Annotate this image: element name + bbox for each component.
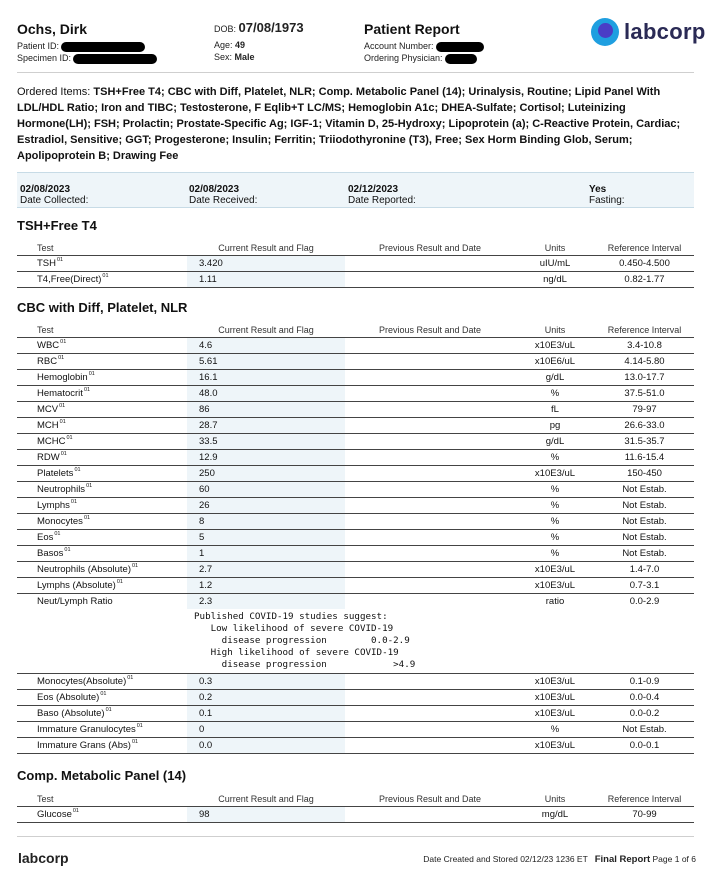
reference-interval: Not Estab. [595, 546, 694, 562]
footnote-marker: 01 [136, 723, 143, 729]
dob-label: DOB: [214, 24, 237, 34]
fasting-label: Fasting: [589, 195, 625, 206]
section-title-cmp: Comp. Metabolic Panel (14) [17, 768, 187, 783]
test-name: Baso (Absolute) [37, 708, 105, 719]
results-table-cmp [17, 791, 694, 823]
result-row [17, 482, 694, 498]
footnote-marker: 01 [74, 467, 81, 473]
reference-interval: Not Estab. [595, 514, 694, 530]
result-row [17, 272, 694, 288]
units: x10E3/uL [515, 674, 595, 690]
previous-result [345, 370, 515, 386]
test-name-cell [17, 272, 187, 288]
test-name-cell [17, 674, 187, 690]
date-collected-value: 02/08/2023 [20, 184, 71, 195]
reference-interval: 79-97 [595, 402, 694, 418]
units: x10E3/uL [515, 562, 595, 578]
result-row [17, 370, 694, 386]
reference-interval: 150-450 [595, 466, 694, 482]
units: x10E3/uL [515, 466, 595, 482]
units: % [515, 546, 595, 562]
test-name: Lymphs (Absolute) [37, 580, 116, 591]
reference-interval: Not Estab. [595, 530, 694, 546]
covid-nlr-note: Published COVID-19 studies suggest: Low likelihood of severe COVID-19 disease progression 0.0-2.9 High likelihood of severe COVID-19 disease progression >4.9 [194, 611, 416, 670]
report-title: Patient Report [364, 21, 460, 37]
test-name-cell [17, 466, 187, 482]
footnote-marker: 01 [83, 387, 91, 393]
test-name-cell [17, 530, 187, 546]
test-name: Immature Granulocytes [37, 724, 136, 735]
current-result: 1.11 [187, 272, 345, 288]
reference-interval: 0.1-0.9 [595, 674, 694, 690]
redaction-mark [445, 54, 477, 64]
previous-result [345, 690, 515, 706]
previous-result [345, 450, 515, 466]
footnote-marker: 01 [72, 808, 79, 814]
test-name: TSH [37, 258, 56, 269]
test-name: Monocytes(Absolute) [37, 676, 127, 687]
units: % [515, 530, 595, 546]
report-info [364, 21, 484, 64]
col-header-reference: Reference Interval [595, 240, 694, 256]
reference-interval: 26.6-33.0 [595, 418, 694, 434]
previous-result [345, 674, 515, 690]
result-row [17, 256, 694, 272]
date-reported [348, 184, 416, 206]
result-row [17, 722, 694, 738]
footnote-marker: 01 [86, 483, 93, 489]
units: % [515, 514, 595, 530]
result-row [17, 466, 694, 482]
previous-result [345, 807, 515, 823]
footnote-marker: 01 [60, 451, 67, 457]
units: % [515, 386, 595, 402]
current-result: 0.2 [187, 690, 345, 706]
fasting-value: Yes [589, 184, 607, 195]
result-row [17, 546, 694, 562]
test-name-cell [17, 256, 187, 272]
test-name: Eos (Absolute) [37, 692, 100, 703]
reference-interval: 4.14-5.80 [595, 354, 694, 370]
test-name-cell [17, 482, 187, 498]
units: fL [515, 402, 595, 418]
header-divider [17, 72, 694, 73]
reference-interval: 0.0-0.4 [595, 690, 694, 706]
ordering-physician-label: Ordering Physician: [364, 53, 443, 63]
result-row [17, 690, 694, 706]
col-header-test: Test [17, 240, 187, 256]
test-name-cell [17, 594, 187, 610]
current-result: 86 [187, 402, 345, 418]
footer-logo: labcorp [18, 850, 69, 866]
units: mg/dL [515, 807, 595, 823]
current-result: 3.420 [187, 256, 345, 272]
date-reported-value: 02/12/2023 [348, 184, 399, 195]
footnote-marker: 01 [131, 739, 139, 745]
units: g/dL [515, 370, 595, 386]
previous-result [345, 402, 515, 418]
result-row [17, 514, 694, 530]
redaction-mark [73, 54, 157, 64]
reference-interval: Not Estab. [595, 498, 694, 514]
patient-id-label: Patient ID: [17, 41, 60, 51]
test-name-cell [17, 722, 187, 738]
patient-name: Ochs, Dirk [17, 21, 88, 37]
units: x10E6/uL [515, 354, 595, 370]
test-name-cell [17, 370, 187, 386]
reference-interval: 0.0-2.9 [629, 596, 660, 607]
test-name-cell [17, 402, 187, 418]
footer-divider [17, 836, 694, 837]
demographics [214, 22, 304, 63]
col-header-current: Current Result and Flag [187, 240, 345, 256]
col-header-previous: Previous Result and Date [345, 240, 515, 256]
col-header-units: Units [515, 240, 595, 256]
reference-interval: 0.450-4.500 [595, 256, 694, 272]
table-header-row [17, 322, 694, 338]
reference-interval: 0.0-0.1 [595, 738, 694, 754]
patient-info [17, 21, 157, 64]
footnote-marker: 01 [59, 419, 66, 425]
footnote-marker: 01 [88, 371, 95, 377]
footnote-marker: 01 [83, 515, 91, 521]
date-received [189, 184, 258, 206]
table-header-row [17, 791, 694, 807]
results-table-cbc [17, 322, 694, 754]
result-row [17, 402, 694, 418]
test-name: Immature Grans (Abs) [37, 740, 131, 751]
date-collected-label: Date Collected: [20, 195, 89, 206]
labcorp-logo-icon [591, 18, 619, 46]
test-name-cell [17, 738, 187, 754]
footnote-marker: 01 [127, 675, 134, 681]
previous-result [345, 594, 515, 610]
footnote-marker: 01 [66, 435, 73, 441]
units: ratio [545, 596, 565, 607]
test-name-cell [17, 354, 187, 370]
date-received-value: 02/08/2023 [189, 184, 240, 195]
current-result: 1 [187, 546, 345, 562]
footnote-marker: 01 [59, 403, 66, 409]
col-header-test: Test [17, 791, 187, 807]
reference-interval: 1.4-7.0 [595, 562, 694, 578]
footnote-marker: 01 [57, 257, 64, 263]
units: x10E3/uL [515, 578, 595, 594]
test-name: Glucose [37, 809, 72, 820]
col-header-reference: Reference Interval [595, 322, 694, 338]
current-result: 0.0 [187, 738, 345, 754]
previous-result [345, 546, 515, 562]
page-number: Page 1 of 6 [652, 854, 696, 864]
current-result: 5 [187, 530, 345, 546]
test-name-cell [17, 514, 187, 530]
test-name: Neutrophils [37, 484, 86, 495]
test-name: MCHC [37, 436, 66, 447]
units: x10E3/uL [515, 338, 595, 354]
footnote-marker: 01 [102, 273, 109, 279]
test-name: Hemoglobin [37, 372, 88, 383]
footnote-marker: 01 [70, 499, 78, 505]
footnote-marker: 01 [64, 547, 71, 553]
labcorp-logo-text: labcorp [624, 19, 706, 44]
created-label: Date Created and Stored [423, 854, 518, 864]
previous-result [345, 482, 515, 498]
col-header-current: Current Result and Flag [187, 791, 345, 807]
previous-result [345, 578, 515, 594]
specimen-id-label: Specimen ID: [17, 53, 72, 63]
previous-result [345, 338, 515, 354]
result-row [17, 807, 694, 823]
current-result: 4.6 [187, 338, 345, 354]
units: x10E3/uL [515, 738, 595, 754]
units: % [515, 722, 595, 738]
dates-bar [17, 172, 694, 208]
test-name: Monocytes [37, 516, 83, 527]
current-result: 33.5 [187, 434, 345, 450]
test-name-cell [17, 386, 187, 402]
test-name: MCH [37, 420, 59, 431]
nlr-note-row [17, 609, 694, 674]
result-row [17, 450, 694, 466]
result-row [17, 418, 694, 434]
results-table-tsh [17, 240, 694, 288]
test-name: Neutrophils (Absolute) [37, 564, 131, 575]
previous-result [345, 418, 515, 434]
reference-interval: Not Estab. [595, 722, 694, 738]
current-result: 28.7 [187, 418, 345, 434]
test-name: Neut/Lymph Ratio [37, 596, 113, 607]
result-row [17, 674, 694, 690]
previous-result [345, 498, 515, 514]
previous-result [345, 738, 515, 754]
ordered-items [17, 84, 697, 164]
previous-result [345, 530, 515, 546]
current-result: 98 [187, 807, 345, 823]
result-row [17, 338, 694, 354]
result-row-nlr [17, 594, 694, 610]
test-name-cell [17, 418, 187, 434]
units: % [515, 450, 595, 466]
footnote-marker: 01 [116, 579, 123, 585]
footnote-marker: 01 [105, 707, 112, 713]
test-name: RDW [37, 452, 60, 463]
dob-value: 07/08/1973 [238, 20, 304, 35]
col-header-units: Units [515, 791, 595, 807]
test-name: Platelets [37, 468, 74, 479]
age-label: Age: [214, 40, 233, 50]
footer-info [423, 854, 696, 865]
section-title-cbc: CBC with Diff, Platelet, NLR [17, 300, 188, 315]
current-result: 2.7 [187, 562, 345, 578]
test-name: Lymphs [37, 500, 70, 511]
current-result: 12.9 [187, 450, 345, 466]
previous-result [345, 466, 515, 482]
ordered-items-label: Ordered Items: [17, 86, 91, 98]
footnote-marker: 01 [132, 563, 139, 569]
reference-interval: Not Estab. [595, 482, 694, 498]
current-result: 1.2 [187, 578, 345, 594]
result-row [17, 706, 694, 722]
section-title-tsh: TSH+Free T4 [17, 218, 97, 233]
footnote-marker: 01 [100, 691, 107, 697]
reference-interval: 13.0-17.7 [595, 370, 694, 386]
fasting [589, 184, 625, 206]
col-header-units: Units [515, 322, 595, 338]
previous-result [345, 514, 515, 530]
col-header-reference: Reference Interval [595, 791, 694, 807]
units: pg [515, 418, 595, 434]
result-row [17, 578, 694, 594]
previous-result [345, 386, 515, 402]
units: uIU/mL [515, 256, 595, 272]
footnote-marker: 01 [60, 339, 67, 345]
test-name: Basos [37, 548, 64, 559]
previous-result [345, 562, 515, 578]
result-row [17, 434, 694, 450]
result-row [17, 386, 694, 402]
date-collected [20, 184, 89, 206]
labcorp-logo [591, 18, 706, 46]
ordered-items-text: TSH+Free T4; CBC with Diff, Platelet, NLR; Comp. Metabolic Panel (14); Urinalysis, Routine; Lipid Panel With LDL/HDL Ratio; Iron and TIBC; Testosterone, F Eqlib+T LC/MS; Hemoglobin A1c; DHEA-Sulfate; Cortisol; Luteinizing Hormone(LH); FSH; Prolactin; Prostate-Specific Ag; IGF-1; Vitamin D, 25-Hydroxy; Lipoprotein (a); C-Reactive Protein, Cardiac; Estradiol, Sensitive; GGT; Progesterone; Insulin; Ferritin; Triiodothyronine (T3), Free; Sex Horm Binding Glob, Serum; Apolipoprotein B; Drawing Fee [17, 86, 681, 162]
units: x10E3/uL [515, 706, 595, 722]
current-result: 0.3 [187, 674, 345, 690]
col-header-previous: Previous Result and Date [345, 791, 515, 807]
current-result: 5.61 [187, 354, 345, 370]
test-name-cell [17, 690, 187, 706]
previous-result [345, 722, 515, 738]
units: % [515, 482, 595, 498]
created-value: 02/12/23 1236 ET [520, 854, 588, 864]
test-name: Eos [37, 532, 54, 543]
test-name-cell [17, 434, 187, 450]
reference-interval: 3.4-10.8 [595, 338, 694, 354]
footnote-marker: 01 [58, 355, 65, 361]
reference-interval: 0.0-0.2 [595, 706, 694, 722]
reference-interval: 11.6-15.4 [595, 450, 694, 466]
test-name-cell [17, 807, 187, 823]
reference-interval: 37.5-51.0 [595, 386, 694, 402]
test-name: MCV [37, 404, 59, 415]
test-name-cell [17, 546, 187, 562]
current-result: 16.1 [187, 370, 345, 386]
units: x10E3/uL [515, 690, 595, 706]
test-name: Hematocrit [37, 388, 83, 399]
age-value: 49 [235, 40, 246, 50]
date-received-label: Date Received: [189, 195, 258, 206]
footnote-marker: 01 [54, 531, 61, 537]
result-row [17, 498, 694, 514]
test-name-cell [17, 498, 187, 514]
col-header-previous: Previous Result and Date [345, 322, 515, 338]
current-result: 60 [187, 482, 345, 498]
units: g/dL [515, 434, 595, 450]
sex-label: Sex: [214, 52, 233, 62]
current-result: 0.1 [187, 706, 345, 722]
test-name: T4,Free(Direct) [37, 274, 102, 285]
col-header-test: Test [17, 322, 187, 338]
table-header-row [17, 240, 694, 256]
reference-interval: 31.5-35.7 [595, 434, 694, 450]
result-row [17, 530, 694, 546]
previous-result [345, 256, 515, 272]
current-result: 26 [187, 498, 345, 514]
redaction-mark [436, 42, 484, 52]
test-name-cell [17, 578, 187, 594]
previous-result [345, 272, 515, 288]
account-number-label: Account Number: [364, 41, 434, 51]
current-result: 2.3 [187, 594, 345, 610]
col-header-current: Current Result and Flag [187, 322, 345, 338]
test-name: RBC [37, 356, 58, 367]
current-result: 8 [187, 514, 345, 530]
current-result: 0 [187, 722, 345, 738]
test-name: WBC [37, 340, 60, 351]
current-result: 48.0 [187, 386, 345, 402]
previous-result [345, 434, 515, 450]
previous-result [345, 354, 515, 370]
redaction-mark [61, 42, 145, 52]
result-row [17, 562, 694, 578]
units: % [515, 498, 595, 514]
result-row [17, 738, 694, 754]
units: ng/dL [515, 272, 595, 288]
sex-value: Male [234, 52, 255, 62]
date-reported-label: Date Reported: [348, 195, 416, 206]
reference-interval: 0.7-3.1 [595, 578, 694, 594]
current-result: 250 [187, 466, 345, 482]
previous-result [345, 706, 515, 722]
final-report-label: Final Report [594, 854, 651, 865]
test-name-cell [17, 562, 187, 578]
reference-interval: 70-99 [595, 807, 694, 823]
test-name-cell [17, 706, 187, 722]
test-name-cell [17, 450, 187, 466]
test-name-cell [17, 338, 187, 354]
result-row [17, 354, 694, 370]
reference-interval: 0.82-1.77 [595, 272, 694, 288]
